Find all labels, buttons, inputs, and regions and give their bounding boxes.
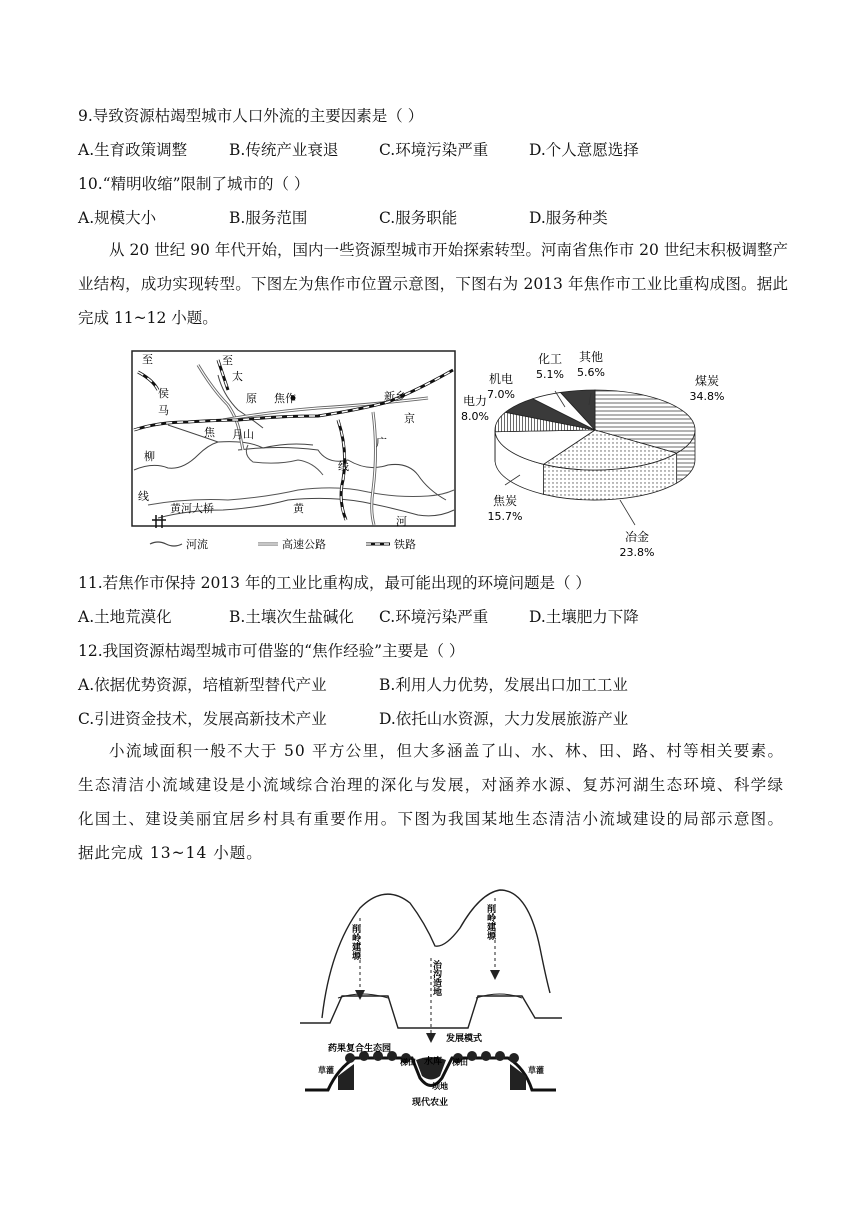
map-label-yueshan: 月山 [232, 428, 254, 441]
jiaozuo-location-map [128, 350, 460, 560]
map-label-zhi1: 至 [142, 353, 153, 366]
diagram-mode-label: 发展模式 [446, 1034, 483, 1044]
map-label-huang: 黄 [293, 502, 304, 515]
q12-option-d[interactable]: D.依托山水资源，大力发展旅游产业 [379, 710, 629, 728]
diagram-grass-right-label: 草灌 [528, 1066, 544, 1075]
passage-jiaozuo: 从 20 世纪 90 年代开始，国内一些资源型城市开始探索转型。河南省焦作市 20 世纪末积极调整产业结构，成功实现转型。下图左为焦作市位置示意图，下图右为 2013 年焦作市工业比重构成图。据此完成 11~12 小题。 [78, 241, 788, 327]
pie-label-e58c96e5b7a5: 化工 [537, 352, 563, 366]
map-label-xian1: 线 [138, 490, 149, 503]
map-label-ma: 马 [158, 404, 169, 417]
map-label-huanghe-bridge: 黄河大桥 [170, 502, 214, 515]
map-label-guang: 广 [376, 436, 387, 449]
legend-railway: 铁路 [394, 538, 416, 551]
q11-option-a[interactable]: A.土地荒漠化 [78, 608, 172, 626]
pie-value-e69cbae794b5: 7.0% [487, 388, 515, 401]
map-label-liu: 柳 [144, 450, 155, 463]
q9-option-c[interactable]: C.环境污染严重 [379, 141, 489, 159]
industry-share-pie-chart [455, 345, 745, 560]
q12-option-c[interactable]: C.引进资金技术，发展高新技术产业 [78, 710, 327, 728]
diagram-grass-left-label: 草灌 [318, 1066, 334, 1075]
pie-label-e785a4e782ad: 煤炭 [694, 374, 720, 388]
watershed-diagram [300, 878, 562, 1110]
q10-option-d[interactable]: D.服务种类 [529, 209, 608, 227]
pie-label-e586b6e98791: 冶金 [624, 530, 650, 544]
diagram-label-right: 削岭建塬 [485, 904, 495, 940]
passage-small-watershed: 小流域面积一般不大于 50 平方公里，但大多涵盖了山、水、林、田、路、村等相关要素。生态清洁小流域建设是小流域综合治理的深化与发展，对涵养水源、复苏河湖生态环境、科学绿化国土、建设美丽宜居乡村具有重要作用。下图为我国某地生态清洁小流域建设的局部示意图。据此完成 13~14 小题。 [78, 742, 784, 862]
q10-option-b[interactable]: B.服务范围 [229, 209, 308, 227]
map-label-tai: 太 [232, 370, 243, 383]
pie-value-e794b5e58a9b: 8.0% [461, 410, 489, 423]
diagram-label-center: 治沟造地 [431, 960, 441, 996]
map-label-jiaozuo: 焦作 [274, 392, 296, 405]
q12-option-a[interactable]: A.依据优势资源，培植新型替代产业 [78, 676, 327, 694]
pie-label-e794b5e58a9b: 电力 [462, 394, 488, 408]
map-label-jing: 京 [404, 412, 415, 425]
map-label-xian2: 线 [338, 460, 349, 473]
q10-option-a[interactable]: A.规模大小 [78, 209, 157, 227]
map-label-yuan: 原 [246, 392, 257, 405]
map-label-zhi2: 至 [222, 354, 233, 367]
q12-stem: 12.我国资源枯竭型城市可借鉴的“焦作经验”主要是（ ） [78, 642, 465, 660]
pie-value-e784a6e782ad: 15.7% [487, 510, 523, 523]
legend-river: 河流 [186, 538, 208, 551]
map-label-xinxiang: 新乡 [384, 390, 406, 403]
pie-label-e585b6e4bb96: 其他 [578, 350, 604, 364]
q9-stem: 9.导致资源枯竭型城市人口外流的主要因素是（ ） [78, 107, 424, 125]
pie-value-e585b6e4bb96: 5.6% [577, 366, 605, 379]
q9-option-d[interactable]: D.个人意愿选择 [529, 141, 639, 159]
q11-option-b[interactable]: B.土壤次生盐碱化 [229, 608, 354, 626]
pie-label-e784a6e782ad: 焦炭 [492, 494, 518, 508]
map-label-hou: 侯 [158, 387, 169, 400]
q11-option-d[interactable]: D.土壤肥力下降 [529, 608, 639, 626]
q12-option-b[interactable]: B.利用人力优势，发展出口加工工业 [379, 676, 628, 694]
pie-value-e586b6e98791: 23.8% [619, 546, 655, 559]
q10-option-c[interactable]: C.服务职能 [379, 209, 458, 227]
q9-option-b[interactable]: B.传统产业衰退 [229, 141, 339, 159]
q11-stem: 11.若焦作市保持 2013 年的工业比重构成，最可能出现的环境问题是（ ） [78, 574, 591, 592]
diagram-orchard-label: 药果复合生态园 [328, 1044, 392, 1054]
diagram-terrace-right-label: 梯田 [452, 1058, 468, 1067]
diagram-dam-field-label: 坝地 [432, 1082, 448, 1091]
q10-stem: 10.“精明收缩”限制了城市的（ ） [78, 175, 310, 193]
q9-option-a[interactable]: A.生育政策调整 [78, 141, 188, 159]
legend-highway: 高速公路 [282, 538, 326, 551]
diagram-terrace-left-label: 梯田 [400, 1058, 416, 1067]
pie-value-e785a4e782ad: 34.8% [689, 390, 725, 403]
pie-leader-e586b6e98791 [620, 500, 635, 525]
diagram-modern-agri-label: 现代农业 [412, 1098, 449, 1108]
pie-label-e69cbae794b5: 机电 [488, 372, 514, 386]
q11-option-c[interactable]: C.环境污染严重 [379, 608, 489, 626]
pie-value-e58c96e5b7a5: 5.1% [536, 368, 564, 381]
diagram-reservoir-label: 水库 [424, 1057, 443, 1067]
map-label-he: 河 [396, 515, 407, 528]
map-label-jiao: 焦 [204, 426, 215, 439]
diagram-label-left: 削岭建塬 [350, 924, 360, 960]
